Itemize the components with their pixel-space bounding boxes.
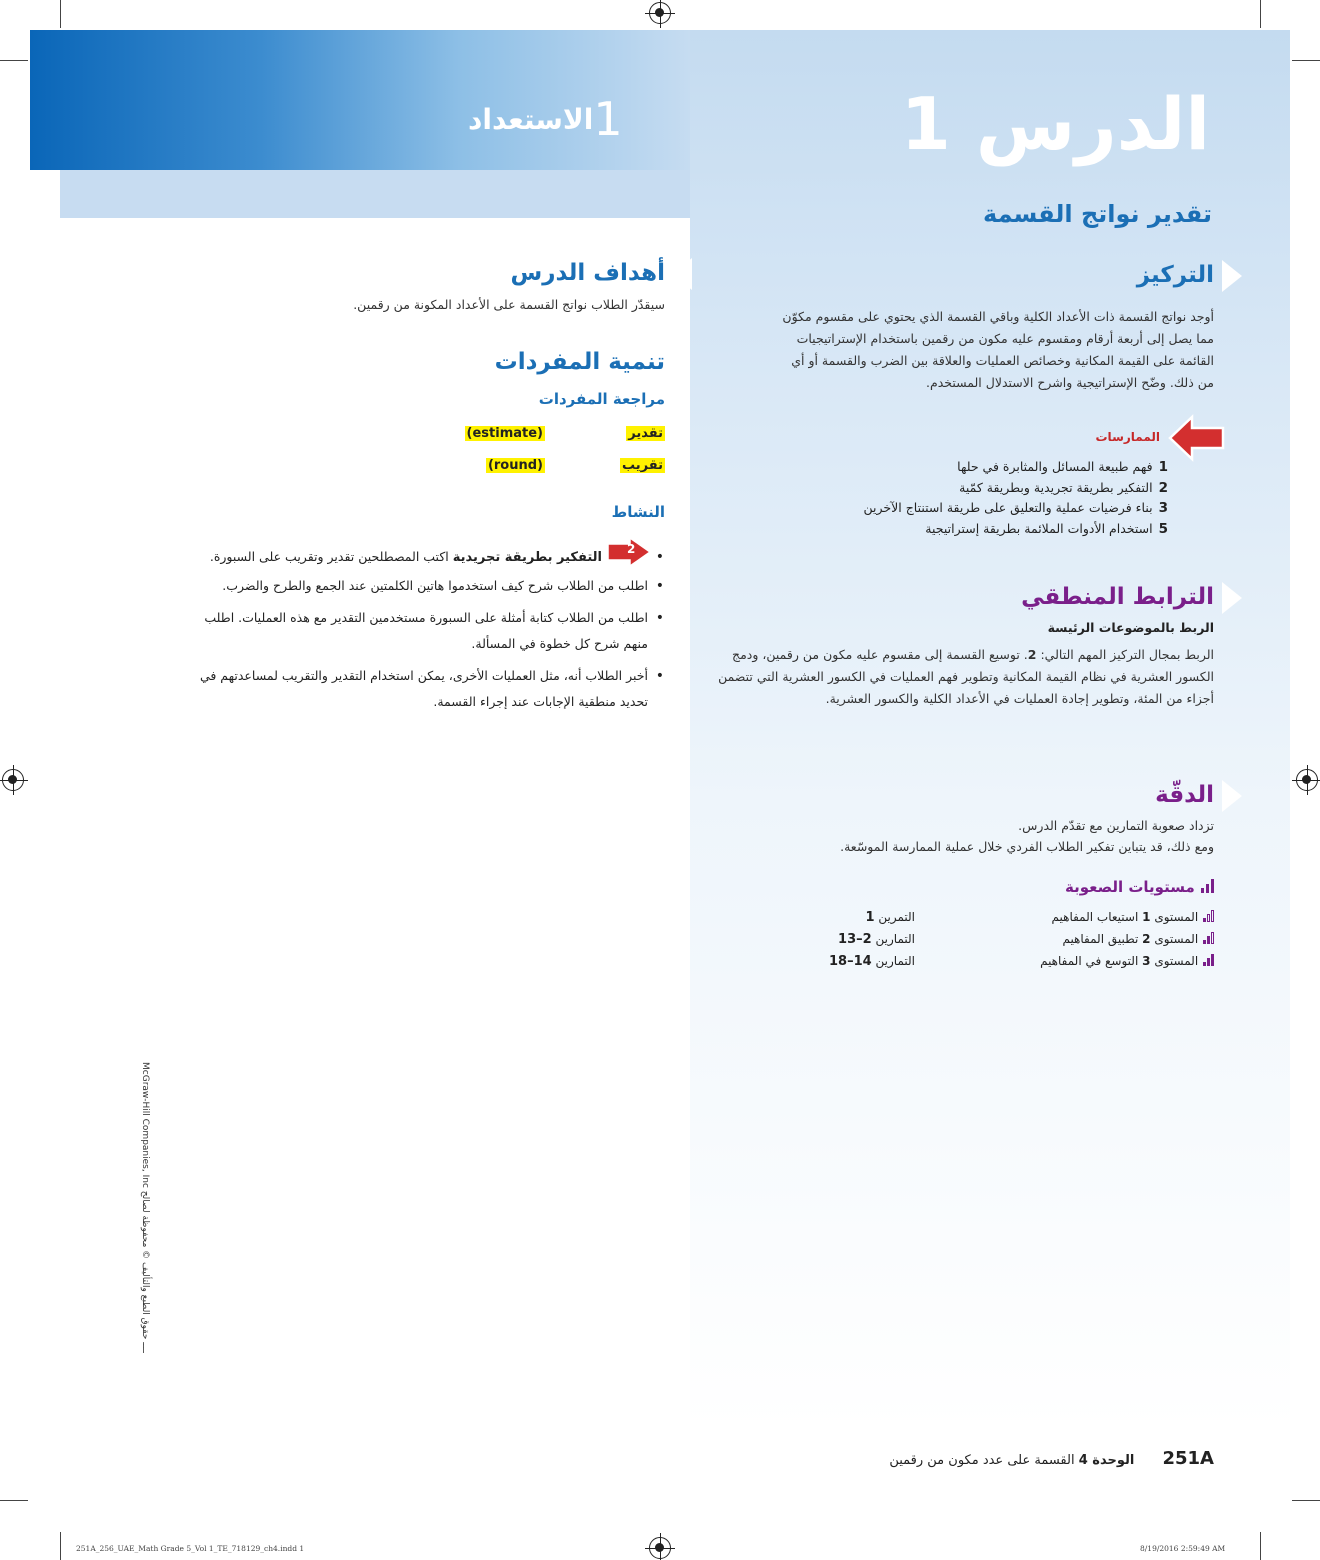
- objectives-heading: أهداف الدرس: [510, 260, 665, 286]
- lesson-subtitle: تقدير نواتج القسمة: [983, 200, 1212, 228]
- crop-mark: [60, 1532, 61, 1560]
- level-3-bars-icon: [1202, 954, 1214, 966]
- vocab-term-en: (estimate): [466, 426, 543, 441]
- registration-mark-icon: [1296, 769, 1318, 791]
- focus-body: أوجد نواتج القسمة ذات الأعداد الكلية وباقي القسمة الذي يحتوي على مقسوم مكوّن مما يصل إلى أربعة أرقام ومقسوم عليه مكون من رقمين باستخدام الإستراتيجيات القائمة على القيمة المكانية وخصائص العمليات والعلاقة بين الضرب والقسمة أو أي من ذلك. وضّح الإستراتيجية واشرح الاستدلال المستخدم.: [782, 309, 1214, 390]
- file-slug: 251A_256_UAE_Math Grade 5_Vol 1_TE_718129_ch4.indd 1: [76, 1544, 305, 1553]
- coherence-subheading: الربط بالموضوعات الرئيسة: [1047, 620, 1214, 635]
- crop-mark: [0, 60, 28, 61]
- prep-number: 1: [593, 92, 623, 146]
- vocab-term-ar: تقريب: [622, 458, 663, 473]
- vocab-term-row: [620, 454, 665, 473]
- coherence-body: الربط بمجال التركيز المهم التالي: 2. توسيع القسمة إلى مقسوم عليه مكون من رقمين، ودمج الكسور العشرية في نظام القيمة المكانية وتطوير فهم العمليات في الكسور العشرية التي تتضمن أجزاء من المئة، وتطوير إجادة العمليات في الأعداد الكلية والكسور العشرية.: [718, 647, 1214, 706]
- activity-badge: 2: [627, 542, 636, 556]
- unit-label: الوحدة 4: [1078, 1453, 1135, 1468]
- right-column-background: [690, 30, 1290, 1430]
- unit-title: القسمة على عدد مكون من رقمين: [889, 1453, 1075, 1468]
- section-marker-icon: [1222, 582, 1242, 614]
- vocabulary-heading: تنمية المفردات: [494, 349, 665, 375]
- rigor-line-1: تزداد صعوبة التمارين مع تقدّم الدرس.: [1018, 818, 1214, 833]
- prep-title: [468, 92, 633, 146]
- activity-heading: النشاط: [611, 503, 665, 521]
- list-item: • أخبر الطلاب أنه، مثل العمليات الأخرى، يمكن استخدام التقدير والتقريب لمساعدتهم في تحديد منطقية الإجابات عند إجراء القسمة.: [194, 663, 664, 715]
- section-marker-icon: [1222, 260, 1242, 292]
- lesson-title: الدرس 1: [900, 82, 1210, 166]
- crop-mark: [0, 1500, 28, 1501]
- level-exercises: التمرين 1: [865, 910, 915, 925]
- list-item: • اطلب من الطلاب كتابة أمثلة على السبورة مستخدمين التقدير مع هذه العمليات. اطلب منهم شرح كل خطوة في المسألة.: [194, 605, 664, 657]
- section-marker-icon: [1222, 780, 1242, 812]
- level-row: المستوى 1 استيعاب المفاهيم: [1052, 910, 1214, 924]
- list-item: 3بناء فرضيات عملية والتعليق على طريقة استنتاج الآخرين: [863, 500, 1168, 516]
- vocab-term-row: [626, 422, 665, 441]
- difficulty-bars-icon: [1200, 879, 1214, 893]
- registration-mark-icon: [649, 2, 671, 24]
- crop-mark: [1292, 60, 1320, 61]
- vocabulary-review-heading: مراجعة المفردات: [538, 390, 665, 408]
- level-2-bars-icon: [1202, 932, 1214, 944]
- level-row: المستوى 3 التوسع في المفاهيم: [1040, 954, 1214, 968]
- page-footer: [889, 1448, 1214, 1469]
- list-item: 1فهم طبيعة المسائل والمثابرة في حلها: [957, 459, 1168, 475]
- copyright-credit: McGraw-Hill Companies, Inc ــــ حقوق الطبع والتأليف © محفوظة لصالح: [140, 1062, 150, 1353]
- list-item: • التفكير بطريقة تجريدية اكتب المصطلحين تقدير وتقريب على السبورة.: [194, 544, 664, 571]
- vocab-term-ar: تقدير: [628, 426, 663, 441]
- registration-mark-icon: [649, 1537, 671, 1559]
- prep-label: الاستعداد: [468, 103, 594, 136]
- levels-heading: مستويات الصعوبة: [1065, 878, 1214, 896]
- registration-mark-icon: [2, 769, 24, 791]
- level-exercises: التمارين 14–18: [829, 954, 915, 969]
- practices-arrow-icon: [1168, 414, 1226, 462]
- header-band-lower: [60, 170, 690, 218]
- practices-label: الممارسات: [1095, 430, 1160, 444]
- crop-mark: [1260, 1532, 1261, 1560]
- activity-bullets: [194, 544, 664, 715]
- crop-mark: [60, 0, 61, 28]
- crop-mark: [1260, 0, 1261, 28]
- level-row: المستوى 2 تطبيق المفاهيم: [1062, 932, 1214, 946]
- list-item: 5استخدام الأدوات الملائمة بطريقة إستراتيجية: [925, 520, 1168, 537]
- level-exercises: التمارين 2–13: [838, 932, 915, 947]
- objectives-body: سيقدّر الطلاب نواتج القسمة على الأعداد المكونة من رقمين.: [353, 297, 665, 312]
- coherence-heading: الترابط المنطقي: [1021, 584, 1214, 610]
- rigor-heading: الدقّة: [1155, 782, 1214, 808]
- date-slug: 8/19/2016 2:59:49 AM: [1140, 1544, 1226, 1553]
- vocab-term-en: (round): [487, 458, 543, 473]
- level-1-bars-icon: [1202, 910, 1214, 922]
- rigor-line-2: ومع ذلك، قد يتباين تفكير الطلاب الفردي خلال عملية الممارسة الموسّعة.: [840, 839, 1214, 854]
- practices-list: [864, 457, 1168, 539]
- crop-mark: [1292, 1500, 1320, 1501]
- list-item: • اطلب من الطلاب شرح كيف استخدموا هاتين الكلمتين عند الجمع والطرح والضرب.: [194, 573, 664, 599]
- page-number: 251A: [1162, 1448, 1214, 1469]
- list-item: 2التفكير بطريقة تجريدية وبطريقة كمّية: [959, 479, 1168, 496]
- focus-heading: التركيز: [1136, 262, 1214, 288]
- section-marker-icon: [672, 258, 692, 290]
